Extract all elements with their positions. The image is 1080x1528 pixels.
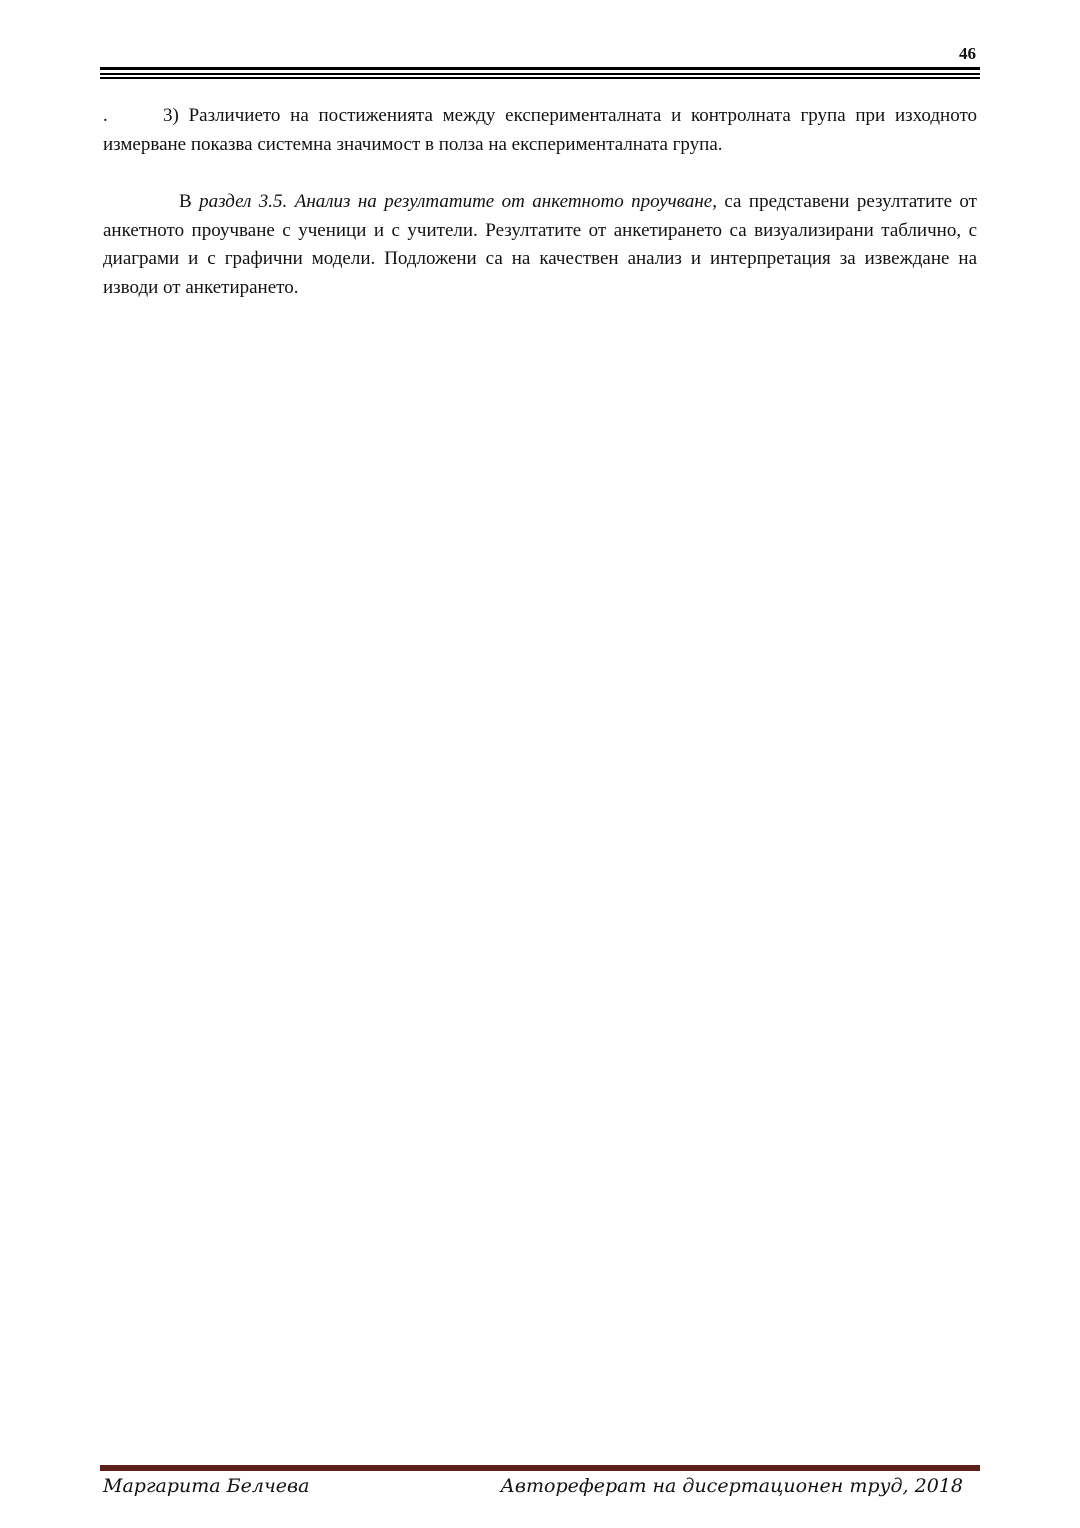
section-reference: раздел 3.5. Анализ на резултатите от анкетното проучване — [199, 191, 713, 212]
header-rule-thin-lower — [100, 77, 980, 79]
paragraph-text: 3) Различието на постиженията между експерименталната и контролната група при изходното измерване показва системна значимост в полза на експерименталната група. — [103, 105, 977, 155]
footer-author: Маргарита Белчева — [103, 1475, 310, 1497]
footer-title: Автореферат на дисертационен труд, 2018 — [500, 1475, 963, 1497]
paragraph-section-summary — [103, 188, 977, 302]
paragraph-lead-dot: . — [103, 105, 108, 126]
footer-rule — [100, 1465, 980, 1471]
paragraph-results-difference — [103, 102, 977, 159]
paragraph-suffix: , са представени резултатите от анкетното проучване с ученици и с учители. Резултатите от анкетирането са визуализирани таблично, с диаграми и с графични модели. Подложени са на качествен анализ и интерпретация за извеждане на изводи от анкетирането. — [103, 191, 977, 298]
header-rule-thick — [100, 67, 980, 70]
paragraph-prefix: В — [179, 191, 200, 212]
header-rule-thin — [100, 73, 980, 75]
page-number: 46 — [959, 44, 976, 63]
